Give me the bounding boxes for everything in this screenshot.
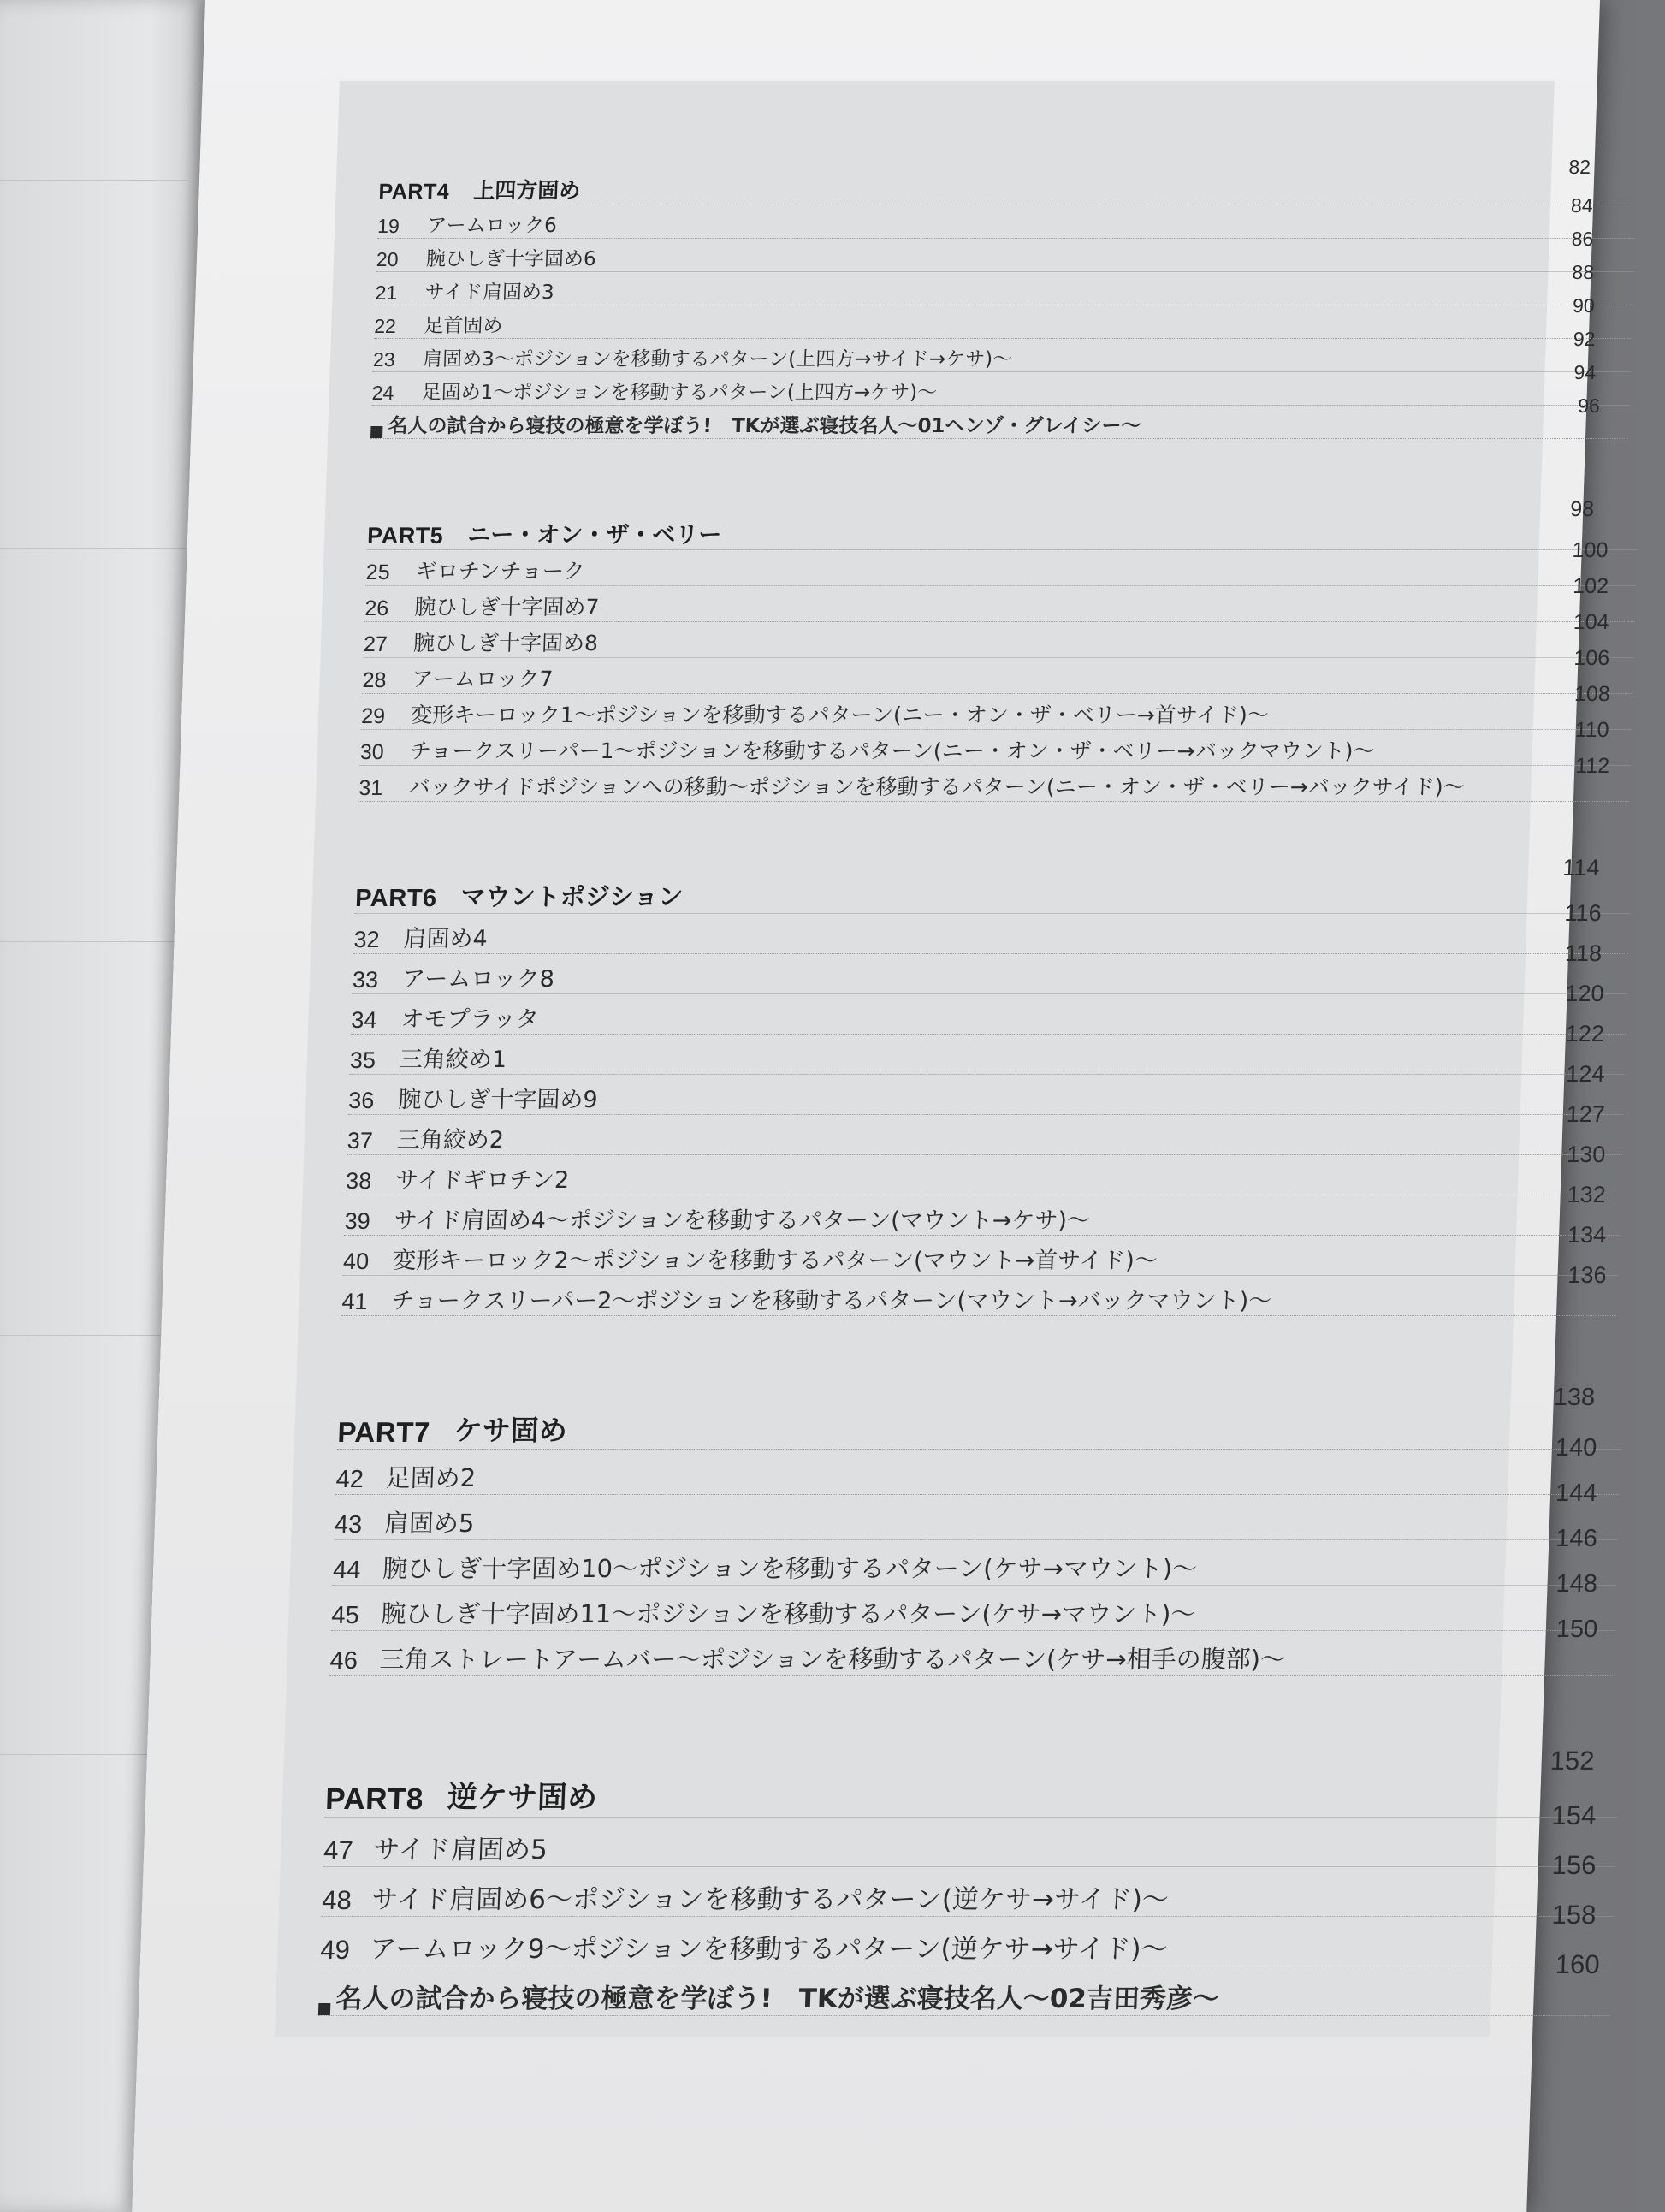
toc-section-part7 (329, 1384, 1622, 1676)
page-number: 120 (1564, 981, 1605, 1006)
entry-title: 腕ひしぎ十字固め10〜ポジションを移動するパターン(ケサ→マウント)〜 (382, 1554, 1198, 1583)
page-number: 106 (1573, 646, 1610, 670)
entry-title: 三角絞め2 (396, 1127, 505, 1153)
page-number: 82 (1568, 156, 1591, 178)
page-number: 98 (1569, 497, 1595, 521)
entry-title: 三角絞め1 (399, 1047, 507, 1073)
section-title: 上四方固め (472, 178, 581, 203)
entry-number: 41 (341, 1289, 369, 1314)
toc-entry (371, 361, 1630, 406)
entry-number: 47 (323, 1835, 354, 1865)
entry-title: 変形キーロック2〜ポジションを移動するパターン(マウント→首サイド)〜 (392, 1248, 1158, 1274)
part-label: PART4 (378, 180, 450, 204)
entry-title: 腕ひしぎ十字固め8 (412, 631, 599, 655)
page-number: 100 (1572, 538, 1609, 562)
entry-title: 腕ひしぎ十字固め9 (397, 1087, 599, 1113)
page-number: 112 (1574, 754, 1610, 778)
entry-number: 34 (350, 1007, 378, 1033)
toc-entry (373, 294, 1632, 339)
section-title: 逆ケサ固め (447, 1781, 598, 1815)
entry-number: 45 (330, 1602, 360, 1629)
entry-number: 19 (376, 215, 400, 237)
toc-entry (363, 610, 1634, 658)
page-number: 146 (1555, 1525, 1598, 1552)
toc-note-entry (370, 394, 1629, 439)
entry-title: オモプラッタ (400, 1006, 540, 1033)
page-number: 134 (1567, 1222, 1607, 1248)
section-heading (354, 855, 1632, 914)
page-number: 136 (1567, 1262, 1608, 1288)
toc-entry (334, 1480, 1619, 1540)
page-number: 132 (1567, 1182, 1607, 1207)
page-number: 84 (1570, 194, 1594, 216)
page-number: 148 (1555, 1570, 1598, 1598)
page-number: 110 (1574, 718, 1610, 742)
page-number: 150 (1555, 1616, 1598, 1643)
toc-entry (360, 682, 1632, 730)
contents-page (132, 0, 1611, 2212)
entry-number: 38 (345, 1168, 372, 1194)
toc-entry (347, 1101, 1623, 1155)
section-title: ニー・オン・ザ・ベリー (466, 522, 722, 549)
toc-entry (323, 1800, 1617, 1867)
entry-title: アームロック6 (426, 215, 558, 237)
entry-title: 三角ストレートアームバー〜ポジションを移動するパターン(ケサ→相手の腹部)〜 (379, 1645, 1286, 1674)
entry-title: 足固め2 (385, 1463, 477, 1492)
page-number: 94 (1573, 361, 1597, 383)
toc-entry (364, 574, 1636, 622)
entry-title: 変形キーロック1〜ポジションを移動するパターン(ニー・オン・ザ・ベリー→首サイド)〜 (410, 703, 1270, 727)
entry-number: 36 (347, 1088, 375, 1113)
entry-number: 32 (353, 927, 381, 952)
entry-title: サイド肩固め6〜ポジションを移動するパターン(逆ケサ→サイド)〜 (370, 1884, 1170, 1915)
entry-title: アームロック9〜ポジションを移動するパターン(逆ケサ→サイド)〜 (369, 1934, 1169, 1965)
page-number: 140 (1555, 1434, 1597, 1462)
entry-number: 30 (359, 740, 385, 764)
entry-number: 37 (347, 1128, 374, 1153)
toc-entry (344, 1182, 1621, 1236)
page-number: 104 (1573, 610, 1610, 634)
page-number: 118 (1564, 940, 1603, 966)
entry-number: 31 (358, 776, 383, 800)
toc-entry (341, 1262, 1618, 1316)
page-number: 108 (1573, 682, 1611, 706)
entry-number: 26 (364, 596, 389, 620)
page-number: 116 (1564, 900, 1603, 926)
part-label: PART7 (336, 1416, 431, 1448)
toc-section-part8 (318, 1746, 1619, 2016)
page-number: 152 (1549, 1746, 1596, 1776)
page-number: 156 (1551, 1850, 1597, 1880)
toc-entry (376, 194, 1636, 239)
entry-title: 腕ひしぎ十字固め6 (425, 248, 597, 270)
toc-entry (329, 1616, 1615, 1676)
part-label: PART6 (354, 885, 438, 912)
entry-title: サイド肩固め5 (372, 1835, 548, 1865)
entry-number: 27 (363, 632, 388, 656)
toc-entry (375, 261, 1633, 305)
entry-number: 40 (342, 1248, 370, 1274)
page-number: 138 (1553, 1384, 1596, 1411)
entry-title: サイド肩固め4〜ポジションを移動するパターン(マウント→ケサ)〜 (394, 1207, 1091, 1234)
toc-entry (353, 900, 1630, 954)
entry-number: 46 (329, 1647, 358, 1675)
toc-section-part4 (370, 156, 1638, 439)
entry-number: 22 (373, 315, 397, 337)
toc-section-part5 (358, 497, 1638, 802)
section-heading (336, 1384, 1622, 1450)
section-title: マウントポジション (460, 882, 684, 911)
entry-number: 23 (372, 348, 396, 371)
page-number: 122 (1565, 1021, 1605, 1047)
page-number: 160 (1555, 1949, 1601, 1979)
page-number: 127 (1566, 1101, 1606, 1127)
page-number: 154 (1551, 1800, 1597, 1830)
entry-title: 腕ひしぎ十字固め11〜ポジションを移動するパターン(ケサ→マウント)〜 (380, 1599, 1196, 1628)
square-bullet-icon (318, 2003, 330, 2015)
toc-entry (362, 646, 1633, 694)
entry-title: ギロチンチョーク (415, 559, 586, 584)
toc-entry (358, 754, 1630, 802)
entry-number: 21 (375, 282, 398, 304)
entry-number: 42 (335, 1466, 364, 1493)
section-title: ケサ固め (453, 1414, 568, 1447)
page-number: 102 (1572, 574, 1609, 598)
toc-section-part6 (341, 855, 1631, 1316)
toc-entry (349, 1021, 1626, 1075)
section-heading (378, 156, 1637, 205)
entry-title: 腕ひしぎ十字固め7 (413, 595, 600, 620)
note-title: 名人の試合から寝技の極意を学ぼう! TKが選ぶ寝技名人〜02吉田秀彦〜 (335, 1984, 1220, 2014)
section-heading (366, 497, 1639, 550)
entry-number: 39 (344, 1208, 371, 1234)
entry-title: 肩固め3〜ポジションを移動するパターン(上四方→サイド→ケサ)〜 (422, 348, 1013, 371)
square-bullet-icon (370, 426, 382, 438)
entry-title: サイド肩固め3 (424, 282, 555, 304)
page-number: 158 (1551, 1900, 1597, 1930)
toc-entry (350, 981, 1627, 1035)
page-number: 130 (1566, 1142, 1606, 1167)
part-label: PART5 (366, 523, 444, 549)
toc-entry (335, 1434, 1621, 1495)
entry-title: アームロック7 (412, 667, 554, 691)
entry-number: 24 (371, 382, 394, 404)
page-number: 88 (1572, 261, 1595, 283)
toc-entry (342, 1222, 1620, 1276)
entry-number: 20 (376, 248, 399, 270)
entry-number: 29 (360, 704, 386, 728)
entry-number: 48 (321, 1885, 353, 1915)
toc-entry (376, 228, 1634, 272)
entry-title: 肩固め4 (403, 926, 489, 952)
entry-number: 43 (334, 1511, 363, 1539)
entry-number: 33 (352, 967, 379, 993)
entry-title: チョークスリーパー2〜ポジションを移動するパターン(マウント→バックマウント)〜 (391, 1288, 1272, 1314)
entry-title: チョークスリーパー1〜ポジションを移動するパターン(ニー・オン・ザ・ベリー→バックマウント)〜 (409, 738, 1375, 763)
page-number: 86 (1571, 228, 1594, 250)
toc-entry (345, 1142, 1622, 1195)
entry-number: 35 (349, 1047, 376, 1073)
toc-entry (365, 538, 1637, 586)
page-number: 114 (1561, 855, 1600, 881)
entry-number: 28 (362, 668, 387, 692)
entry-title: バックサイドポジションへの移動〜ポジションを移動するパターン(ニー・オン・ザ・ベリー→バックサイド)〜 (408, 774, 1466, 799)
page-number: 124 (1565, 1061, 1605, 1087)
entry-title: 足首固め (423, 315, 503, 337)
toc-entry (372, 328, 1632, 372)
page-number: 96 (1577, 394, 1601, 417)
entry-title: アームロック8 (401, 966, 555, 993)
page-number: 92 (1573, 328, 1596, 350)
toc-entry (347, 1061, 1625, 1115)
toc-entry (359, 718, 1631, 766)
part-label: PART8 (324, 1782, 424, 1816)
note-title: 名人の試合から寝技の極意を学ぼう! TKが選ぶ寝技名人〜01ヘンゾ・グレイシー〜 (388, 415, 1141, 437)
section-heading (324, 1746, 1619, 1818)
entry-number: 25 (365, 560, 391, 584)
toc-entry (352, 940, 1628, 994)
entry-title: 足固め1〜ポジションを移動するパターン(上四方→ケサ)〜 (421, 382, 938, 404)
entry-title: サイドギロチン2 (394, 1167, 570, 1194)
entry-title: 肩固め5 (383, 1509, 475, 1538)
entry-number: 44 (332, 1557, 361, 1584)
page-number: 144 (1555, 1480, 1598, 1507)
entry-number: 49 (319, 1935, 351, 1965)
page-number: 90 (1572, 294, 1596, 317)
